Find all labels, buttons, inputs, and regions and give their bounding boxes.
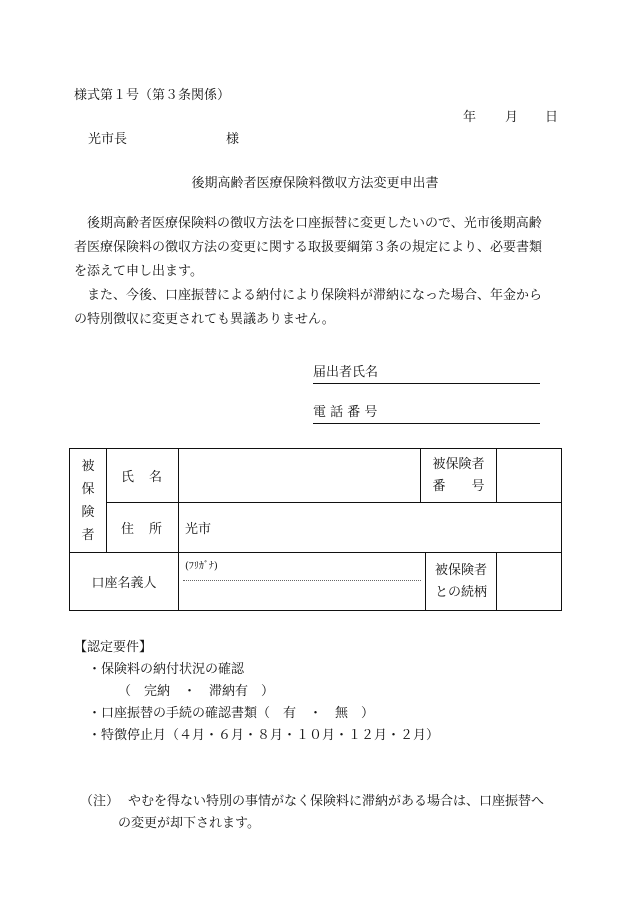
applicant-name-label: 届出者氏名: [313, 365, 379, 380]
relation-label-cell: 被保険者 との続柄: [426, 553, 497, 611]
requirement-item: ・特徴停止月（４月・６月・８月・１０月・１２月・２月）: [88, 728, 440, 743]
note-line: の変更が却下されます。: [118, 816, 260, 831]
insured-name-input[interactable]: [179, 449, 421, 503]
applicant-phone-label: 電 話 番 号: [313, 405, 378, 420]
body-paragraph-2: [74, 284, 560, 332]
insured-header-cell: 被 保 険 者: [70, 449, 107, 553]
account-holder-label-cell: 口座名義人: [70, 553, 179, 611]
address-label-cell: 住 所: [107, 503, 179, 553]
document-title: 後期高齢者医療保険料徴収方法変更申出書: [191, 176, 439, 191]
requirement-item: （ 完納 ・ 滞納有 ）: [118, 684, 275, 699]
note-label: （注）: [80, 794, 120, 809]
addressee-name: 光市長: [88, 132, 128, 147]
requirement-item: ・口座振替の手続の確認書類（ 有 ・ 無 ）: [88, 706, 375, 721]
addressee-honorific: 様: [226, 132, 240, 147]
requirements-heading: 【認定要件】: [74, 640, 153, 655]
body-paragraph-1: [74, 212, 560, 284]
applicant-phone-field[interactable]: [313, 403, 540, 424]
form-number: 様式第１号（第３条関係）: [74, 88, 231, 103]
furigana-divider: [183, 580, 421, 581]
insured-info-table: [69, 448, 562, 611]
body-line: 後期高齢者医療保険料の徴収方法を口座振替に変更したいので、光市後期高齢: [87, 216, 542, 231]
insured-number-input[interactable]: [497, 449, 562, 503]
requirement-item: ・保険料の納付状況の確認: [88, 662, 245, 677]
account-holder-input[interactable]: [179, 553, 426, 611]
relation-input[interactable]: [497, 553, 562, 611]
body-line: の特別徴収に変更されても異議ありません。: [74, 312, 335, 327]
date-day-label: 日: [545, 110, 559, 125]
body-line: また、今後、口座振替による納付により保険料が滞納になった場合、年金から: [87, 288, 543, 303]
body-line: 者医療保険料の徴収方法の変更に関する取扱要綱第３条の規定により、必要書類: [74, 240, 543, 255]
address-value: 光市: [185, 522, 212, 537]
insured-number-label-cell: 被保険者 番 号: [421, 449, 497, 503]
note-line: やむを得ない特別の事情がなく保険料に滞納がある場合は、口座振替へ: [128, 794, 545, 809]
body-line: を添えて申し出ます。: [74, 264, 203, 279]
applicant-name-field[interactable]: [313, 363, 540, 384]
address-input[interactable]: [179, 503, 562, 553]
date-year-label: 年: [463, 110, 477, 125]
date-month-label: 月: [505, 110, 519, 125]
furigana-label: (ﾌﾘｶﾞﾅ): [185, 561, 218, 572]
name-label-cell: 氏 名: [107, 449, 179, 503]
